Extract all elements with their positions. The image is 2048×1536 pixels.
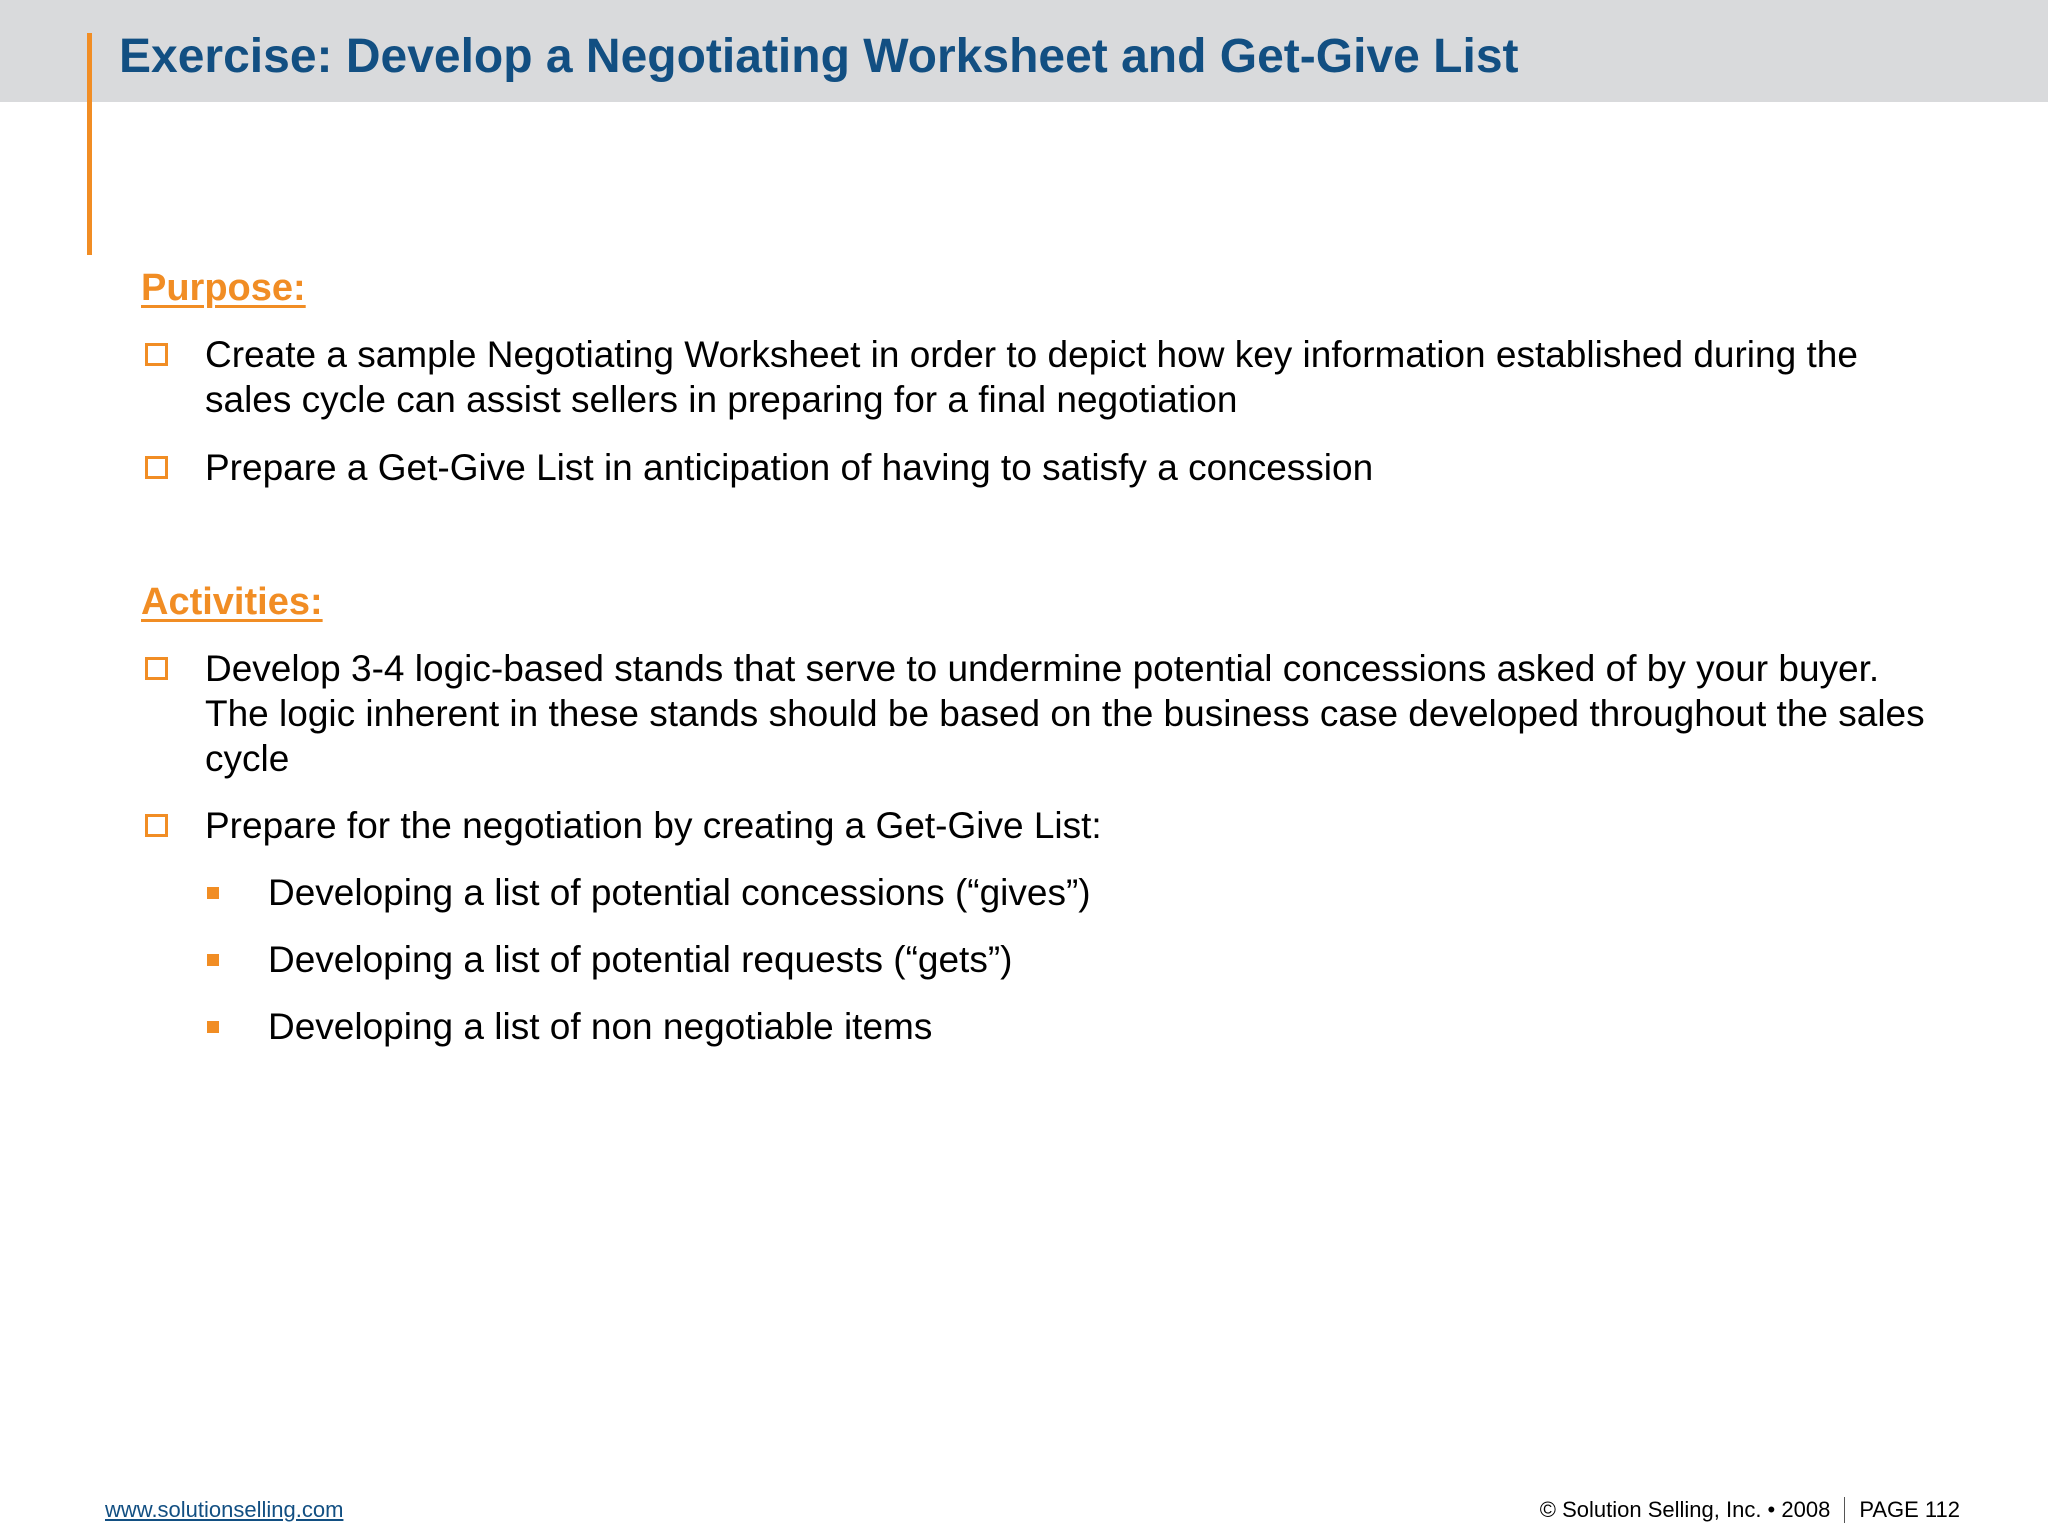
purpose-heading: Purpose:	[141, 267, 306, 309]
activities-item-text: Prepare for the negotiation by creating a Get-Give List:	[205, 805, 1102, 846]
checkbox-bullet-icon	[145, 456, 168, 479]
title-bar	[0, 0, 2048, 102]
website-link[interactable]: www.solutionselling.com	[105, 1497, 344, 1522]
copyright-text: © Solution Selling, Inc. • 2008	[1539, 1497, 1831, 1522]
square-bullet-icon	[207, 887, 219, 899]
footer-divider	[1844, 1497, 1845, 1523]
page-title: Exercise: Develop a Negotiating Worksheet and Get-Give List	[119, 30, 1519, 83]
page-number: PAGE 112	[1859, 1497, 1960, 1522]
checkbox-bullet-icon	[145, 343, 168, 366]
activities-item-text: Develop 3-4 logic-based stands that serve to undermine potential concessions asked of by your buyer. The logic inherent in these stands should be based on the business case developed throughout the sales cycle	[205, 648, 1925, 779]
footer-info	[1540, 1496, 1960, 1524]
sub-list-item-text: Developing a list of potential concessions (“gives”)	[268, 872, 1091, 913]
activities-heading: Activities:	[141, 581, 323, 623]
purpose-item-text: Prepare a Get-Give List in anticipation of having to satisfy a concession	[205, 447, 1374, 488]
sub-list-item-text: Developing a list of non negotiable items	[268, 1006, 933, 1047]
sub-list-item-text: Developing a list of potential requests (“gets”)	[268, 939, 1013, 980]
checkbox-bullet-icon	[145, 657, 168, 680]
square-bullet-icon	[207, 954, 219, 966]
purpose-item-text: Create a sample Negotiating Worksheet in order to depict how key information established during the sales cycle can assist sellers in preparing for a final negotiation	[205, 334, 1858, 420]
orange-accent-rule	[87, 33, 92, 255]
square-bullet-icon	[207, 1021, 219, 1033]
checkbox-bullet-icon	[145, 814, 168, 837]
